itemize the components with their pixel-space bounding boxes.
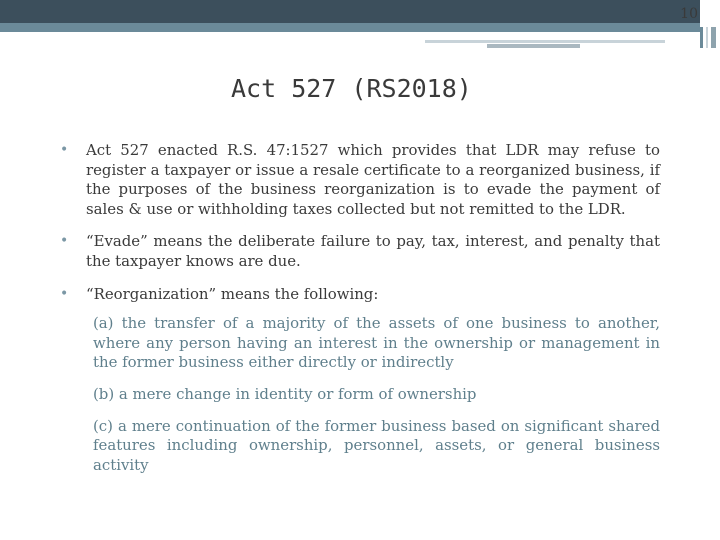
- bullet-dot-icon: •: [60, 285, 69, 302]
- header-accent-line: [425, 40, 665, 43]
- bullet-item: [60, 284, 660, 305]
- bullet-text: Act 527 enacted R.S. 47:1527 which provides that LDR may refuse to register a taxpayer or issue a resale certificate to a reorganized business, if the purposes of the business reorganization is to evade the payment of sales & use or withholding taxes collected but not remitted to the LDR.: [86, 141, 660, 218]
- edge-stripe: [711, 27, 716, 48]
- header-accent-line-2: [487, 44, 580, 48]
- sub-item: (a) the transfer of a majority of the assets of one business to another, where any person having an interest in the ownership or management in the former business either directly or indirectly: [93, 314, 660, 372]
- header-bar: [0, 0, 700, 23]
- bullet-dot-icon: •: [60, 233, 69, 250]
- slide-content: [60, 141, 660, 487]
- sub-item: (c) a mere continuation of the former business based on significant shared features including ownership, personnel, assets, or general business activity: [93, 416, 660, 474]
- slide-title: Act 527 (RS2018): [231, 74, 472, 103]
- sub-item: (b) a mere change in identity or form of ownership: [93, 384, 477, 403]
- header-accent-bar: [0, 23, 700, 32]
- bullet-text: “Evade” means the deliberate failure to pay, tax, interest, and penalty that the taxpayer knows are due.: [86, 232, 660, 270]
- page-number: 10: [680, 6, 698, 22]
- bullet-item: [60, 141, 660, 219]
- bullet-dot-icon: •: [60, 142, 69, 158]
- bullet-item: [60, 232, 660, 271]
- bullet-text: “Reorganization” means the following:: [86, 284, 379, 303]
- right-edge-decoration: [700, 0, 720, 540]
- edge-stripe: [706, 27, 708, 48]
- edge-stripe: [700, 27, 703, 48]
